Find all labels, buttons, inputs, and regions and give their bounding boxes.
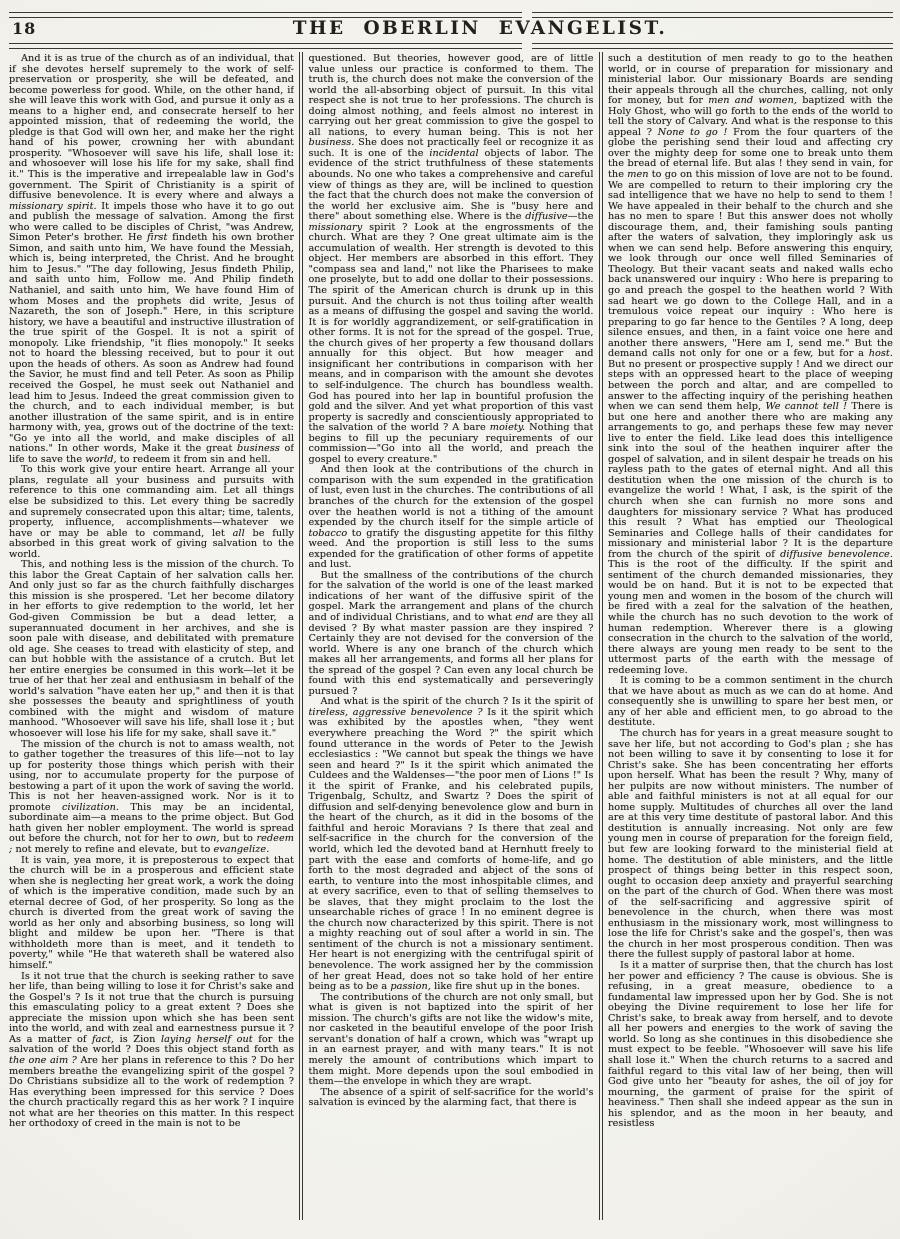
paragraph: The mission of the church is not to amass wealth, not to gather together the treasures of this life—not to lay up for posterity those things which perish with their using, nor to accumulate property for the purpose of bestowing a part of it upon the work of saving the world. This is not her heaven-assigned work. Nor is it to promote civilization. This may be an incidental, subordinate aim—a means to the prime object. But God hath given her nobler employment. The world is spread out before the church, not for her to own, but to redeem ; not merely to refine and elevate, but to evangelize. [9, 738, 294, 856]
paragraph: Is it a matter of surprise then, that the church has lost her power and efficiency ? The cause is obvious. She is refusing, in a great measure, obedience to a fundamental law impressed upon her by God. She is not obeying the Divine requirement to lose her life for Christ's sake, to break away from herself, and to devote all her powers and energies to the work of saving the world. So long as she continues in this disobedience she must expect to be feeble. "Whosoever will save his life shall lose it." When the church returns to a sacred and faithful regard to this vital law of her being, then will God give unto her "beauty for ashes, the oil of joy for mourning, the garment of praise for the spirit of heaviness." Then shall she indeed appear as the sun in his splendor, and as the moon in her beauty, and resistless [607, 960, 893, 1130]
rule-segment [532, 12, 893, 18]
paragraph: And it is as true of the church as of an individual, that if she devotes herself supremely to the work of self-preservation or prosperity, she will be defeated, and become powerless for good. While, on the other hand, if she will leave this work with God, and pursue it only as a means to a higher end, and consecrate herself to her appointed mission, that of redeeming the world, the pledge is that God will own her, and make her the right hand of his power, crowning her with abundant prosperity. "Whosoever will save his life, shall lose it: and whosoever will lose his life for my sake, shall find it." This is the imperative and irrepealable law in God's government. The Spirit of Christianity is a spirit of diffusive benevolence. It is every where and always a missionary spirit. It impels those who have it to go out and publish the message of salvation. Among the first who were called to be disciples of Christ, "was Andrew, Simon Peter's brother. He first findeth his own brother Simon, and saith unto him, We have found the Messiah, which is, being interpreted, the Christ. And he brought him to Jesus." "The day following, Jesus findeth Philip, and saith unto him, Follow me. And Philip findeth Nathaniel, and saith unto him, We have found Him of whom Moses and the prophets did write, Jesus of Nazareth, the son of Joseph." Here, in this scripture history, we have a beautiful and instructive illustration of the true spirit of the Gospel. It is not a spirit of monopoly. Like friendship, "it flies monopoly." It seeks not to hoard the blessing received, but to pour it out upon the heads of others. As soon as Andrew had found the Savior, he must find and tell Peter. As soon as Philip received the Gospel, he must seek out Nathaniel and lead him to Jesus. Indeed the great commission given to the church, and to each individual member, is but another illustration of the same spirit, and is in entire harmony with, yea, grows out of the doctrine of the text: "Go ye into all the world, and make disciples of all nations." In other words, Make it the great business of life to save the world, to redeem it from sin and hell. [9, 54, 294, 465]
text-column-2 [308, 54, 593, 1216]
header-rule-bottom [9, 43, 893, 49]
paragraph: The contributions of the church are not only small, but what is given is not baptized into the spirit of her mission. The church's gifts are not like the widow's mite, nor casketed in the beautiful envelope of the poor Irish servant's donation of half a crown, which was "wrapt up in an earnest prayer, and with many tears." It is not merely the amount of contributions which impart to them might. More depends upon the soul embodied in them—the envelope in which they are wrapt. [308, 991, 594, 1088]
paragraph: questioned. But theories, however good, are of little value unless our practice is conformed to them. The truth is, the church does not make the conversion of the world the all-absorbing object of pursuit. In this vital respect she is not true to her professions. The church is doing almost nothing, and feels almost no interest in carrying out her great commission to give the gospel to all nations, to every human being. This is not her business. She does not practically feel or recognize it as such. It is one of the incidental objects of labor. The evidence of the strict truthfulness of these statements abounds. No one who takes a comprehensive and careful view of things as they are, will be inclined to question the fact that the church does not make the conversion of the world her exclusive aim. She is "busy here and there" about something else. Where is the diffusive—the missionary spirit ? Look at the engrossments of the church. What are they ? One great ultimate aim is the accumulation of wealth. Her strength is devoted to this object. Her members are absorbed in this effort. They "compass sea and land," not like the Pharisees to make one proselyte, but to add one dollar to their possessions. The spirit of the American church is drunk up in this pursuit. And the church is not thus toiling after wealth as a means of diffusing the gospel and saving the world. It is for worldly aggrandizement, or self-gratification in other forms. It is not for the spread of the gospel. True, the church gives of her property a few thousand dollars annually for this object. But how meager and insignificant her contributions in comparison with her means, and in comparison with the amount she devotes to self-indulgence. The church has boundless wealth. God has poured into her lap in bountiful profusion the gold and the silver. And yet what proportion of this vast property is sacredly and conscientiously appropriated to the salvation of the world ? A bare moiety. Nothing that begins to fill up the pecuniary requirements of our commission—"Go into all the world, and preach the gospel to every creature." [308, 54, 594, 465]
paragraph: To this work give your entire heart. Arrange all your plans, regulate all your business and pursuits with reference to this one commanding aim. Let all things else be subsidized to this. Let every thing be sacredly and supremely consecrated upon this altar; time, talents, property, influence, accomplishments—whatever we have or may be able to command, let all be fully absorbed in this great work of giving salvation to the world. [9, 464, 294, 560]
paragraph: But the smallness of the contributions of the church for the salvation of the world is one of the least marked indications of her want of the diffusive spirit of the gospel. Mark the arrangement and plans of the church and of individual Christians, and to what end are they all devised ? By what master passion are they inspired ? Certainly they are not devised for the conversion of the world. Where is any one branch of the church which makes all her arrangements, and forms all her plans for the spread of the gospel ? Can even any local church be found with this end systematically and perseveringly pursued ? [308, 569, 594, 697]
paragraph: This, and nothing less is the mission of the church. To this labor the Great Captain of her salvation calls her. And only just so far as the church faithfully discharges this mission is she prospered. 'Let her become dilatory in her efforts to give redemption to the world, let her God-given Commission be but a dead letter, a superannuated document in her archives, and she is soon pale with disease, and debilitated with premature old age. She ceases to tread with elasticity of step, and can but hobble with the assistance of a crutch. But let her entire energies be consumed in this work—let it be true of her that her zeal and enthusiasm in behalf of the world's salvation "have eaten her up," and then it is that she possesses the beauty and sprightliness of youth combined with the might and wisdom of mature manhood. "Whosoever will save his life, shall lose it ; but whosoever will lose his life for my sake, shall save it." [9, 559, 294, 739]
rule-segment [532, 43, 893, 49]
paragraph: It is vain, yea more, it is preposterous to expect that the church will be in a prosperous and efficient state when she is neglecting her great work, a work the doing of which is the imperative condition, made such by an eternal decree of God, of her prosperity. So long as the church is diverted from the great work of saving the world as her only and absorbing business, so long will blight and mildew be upon her. "There is that withholdeth more than is meet, and it tendeth to poverty," while "He that watereth shall be watered also himself." [9, 854, 294, 972]
paragraph: And then look at the contributions of the church in comparison with the sum expended in the gratification of lust, even lust in the churches. The contributions of all branches of the church for the extension of the gospel over the heathen world is not a tithing of the amount expended by the church itself for the simple article of tobacco to gratify the disgusting appetite for this filthy weed. And the proportion is still less to the sums expended for the gratification of other forms of appetite and lust. [308, 464, 594, 571]
paragraph: The absence of a spirit of self-sacrifice for the world's salvation is evinced by the alarming fact, that there is [308, 1086, 594, 1109]
paragraph: Is it not true that the church is seeking rather to save her life, than being willing to lose it for Christ's sake and the Gospel's ? Is it not true that the church is pursuing this emasculating policy to a great extent ? Does she appreciate the mission upon which she has been sent into the world, and with zeal and earnestness pursue it ? As a matter of fact, is Zion laying herself out for the salvation of the world ? Does this object stand forth as the one aim ? Are her plans in reference to this ? Do her members breathe the evangelizing spirit of the gospel ? Do Christians subsidize all to the work of redemption ? Has everything been impressed for this service ? Does the church practically regard this as her work ? I inquire not what are her theories on this matter. In this respect her orthodoxy of creed in the main is not to be [9, 970, 294, 1130]
text-column-1 [9, 54, 294, 1216]
article-body [9, 54, 893, 1220]
rule-segment [9, 43, 522, 49]
paragraph: It is coming to be a common sentiment in the church that we have about as much as we can do at home. And consequently she is unwilling to spare her best men, or any of her able and efficient men, to go abroad to the destitute. [607, 675, 893, 729]
rule-segment [9, 12, 522, 18]
header-rule-top [9, 12, 893, 18]
column-divider [299, 52, 303, 1220]
paragraph: And what is the spirit of the church ? Is it the spirit of tireless, aggressive benevolence ? Is it the spirit which was exhibited by the apostles when, "they went everywhere preaching the Word ?" the spirit which found utterance in the words of Peter to the Jewish ecclesiastics : "We cannot but speak the things we have seen and heard ?" Is it the spirit which animated the Culdees and the Waldenses—"the poor men of Lions !" Is it the spirit of Franke, and his celebrated pupils, Trigenbalg, Schultz, and Swartz ? Does the spirit of diffusion and self-denying benevolence glow and burn in the heart of the church, as it did in the bosoms of the faithful and heroic Moravians ? Is there that zeal and self-sacrifice in the church for the conversion of the world, which led the devoted band at Hernhutt freely to part with the ease and comforts of home-life, and go forth to the most degraded and abject of the sons of earth, to venture into the most inhospitable climes, and at every sacrifice, even to that of selling themselves to be slaves, that they might proclaim to the lost the unsearchable riches of grace ! In no eminent degree is the church now characterized by this spirit. There is not a mighty reaching out of soul after a world in sin. The sentiment of the church is not a missionary sentiment. Her heart is not energizing with the centrifugal spirit of benevolence. The work assigned her by the commission of her great Head, does not so take hold of her entire being as to be a passion, like fire shut up in the bones. [308, 696, 594, 993]
masthead-title: THE OBERLIN EVANGELIST. [292, 18, 668, 39]
paragraph: such a destitution of men ready to go to the heathen world, or in course of preparation for missionary and ministerial labor. Our missionary Boards are sending their appeals through all the churches, calling, not only for money, but for men and women, baptized with the Holy Ghost, who will go forth to the ends of the world to tell the story of Calvary. And what is the response to this appeal ? None to go ! From the four quarters of the globe the perishing send their loud and affecting cry over the mighty deep for some one to break unto them the bread of eternal life. But alas ! they send in vain, for the men to go on this mission of love are not to be found. We are compelled to return to their imploring cry the sad intelligence that we have no help to send to them ! We have appealed in their behalf to the church and she has no men to spare ! But this answer does not wholly discourage them, and, their famishing souls panting after the waters of salvation, they imploringly ask us when we can send help. Before answering this enquiry, we look through our once well filled Seminaries of Theology. But their vacant seats and naked walls echo back unanswered our inquiry : Who here is preparing to go and preach the gospel to the heathen world ? With sad heart we go down to the College Hall, and in a tremulous voice repeat our inquiry : Who here is preparing to go far hence to the Gentiles ? A long, deep silence ensues, and then, in a faint voice one here and another there answers, "Here am I, send me." But the demand calls not only for one or a few, but for a host. But no present or prospective supply ! And we direct our steps with an oppressed heart to the place of weeping between the porch and altar, and are compelled to answer to the affecting inquiry of the perishing heathen when we can send them help, We cannot tell ! There is but one here and another there who are making any arrangements to go, and perhaps these few may never live to enter the field. Like lead does this intelligence sink into the soul of the heathen inquirer after the gospel of salvation, and in silent despair he treads on his rayless path to the gates of eternal night. And all this destitution when the one mission of the church is to evangelize the world ! What, I ask, is the spirit of the church when she can furnish no more sons and daughters for missionary service ? What has produced this result ? What has emptied our Theological Seminaries and College halls of their candidates for missionary and ministerial labor ? It is the departure from the church of the spirit of diffusive benevolence. This is the root of the difficulty. If the spirit and sentiment of the church demanded missionaries, they would be on hand. But it is not to be expected that young men and women in the bosom of the church will be fired with a zeal for the salvation of the heathen, while the church has no such devotion to the work of human redemption. Wherever there is a glowing consecration in the church to the salvation of the world, there always are young men ready to be sent to the uttermost parts of the earth with the message of redeeming love. [607, 54, 893, 676]
paragraph: The church has for years in a great measure sought to save her life, but not according to God's plan ; she has not been willing to save it by consenting to lose it for Christ's sake. She has been concentrating her efforts upon herself. What has been the result ? Why, many of her pulpits are now without ministers. The number of able and faithful ministers is not at all equal for our home supply. Multitudes of churches all over the land are at this very time destitute of pastoral labor. And this destitution is annually increasing. Not only are few young men in course of preparation for the foreign field, but few are looking forward to the ministerial field at home. The destitution of able ministers, and the little prospect of things being better in this respect soon, ought to occasion deep anxiety and prayerful searching on the part of the church of God. When there was most of the self-sacrificing and aggressive spirit of benevolence in the church, when there was most enthusiasm in the missionary work, most willingness to lose the life for Christ's sake and the gospel's, then was the church in her most prosperous condition. Then was there the fullest supply of pastoral labor at home. [607, 728, 893, 961]
page-number: 18 [12, 19, 37, 38]
column-divider [599, 52, 603, 1220]
text-column-3 [608, 54, 893, 1216]
